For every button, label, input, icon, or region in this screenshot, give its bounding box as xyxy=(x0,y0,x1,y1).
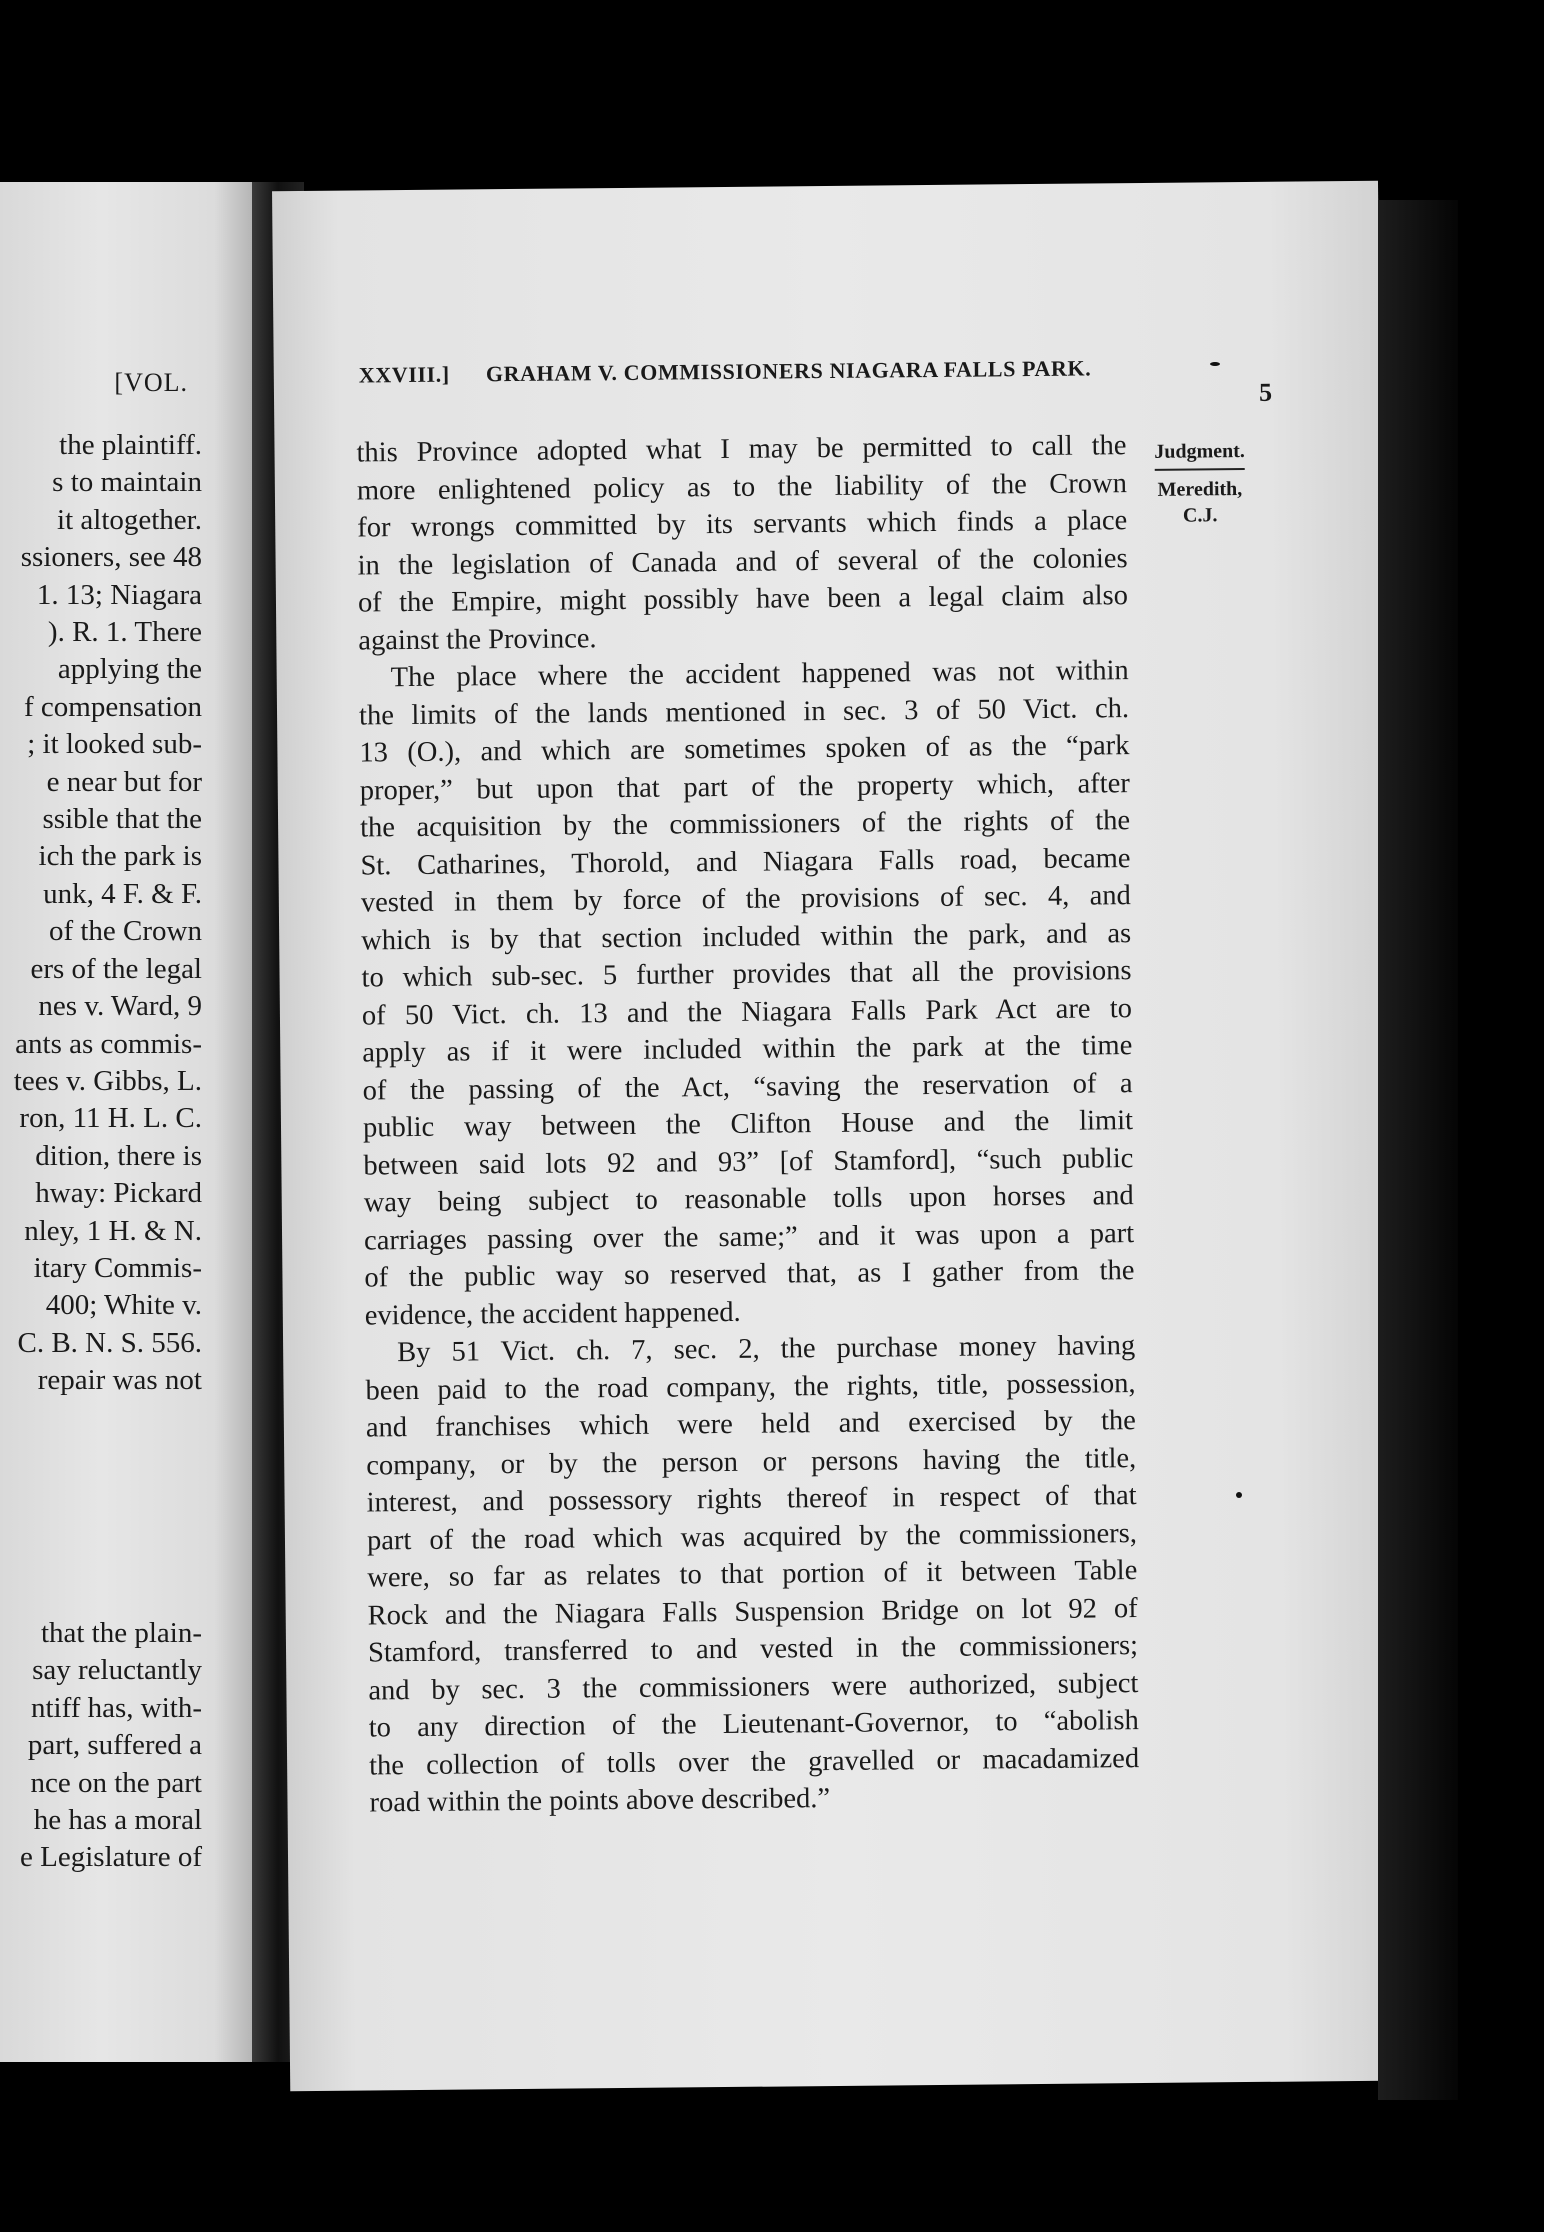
text-line: part of the road which was acquired by the commissioners, xyxy=(366,1517,1138,1556)
left-page-line: nce on the part xyxy=(30,1766,202,1799)
text-line: the collection of tolls over the gravelled or macadamized xyxy=(368,1742,1140,1781)
text-line: the limits of the lands mentioned in sec. 3 of 50 Vict. ch. xyxy=(358,692,1130,731)
left-page-line: 1. 13; Niagara xyxy=(36,578,202,611)
text-line: of 50 Vict. ch. 13 and the Niagara Falls Park Act are to xyxy=(361,992,1133,1031)
left-page-line: tees v. Gibbs, L. xyxy=(13,1064,202,1097)
left-page-line: itary Commis- xyxy=(33,1251,202,1284)
left-page-line: part, suffered a xyxy=(27,1729,202,1762)
left-page-line: of the Crown xyxy=(48,915,202,948)
facing-page-left xyxy=(0,182,252,2062)
left-page-line: dition, there is xyxy=(35,1139,202,1172)
left-page-line: ssioners, see 48 xyxy=(20,541,202,574)
binding-edge-right xyxy=(1378,200,1458,2100)
page-number: 5 xyxy=(1258,377,1273,407)
left-page-line: say reluctantly xyxy=(32,1654,202,1687)
text-line: and by sec. 3 the commissioners were authorized, subject xyxy=(368,1667,1139,1706)
left-page-line: ron, 11 H. L. C. xyxy=(19,1102,202,1135)
text-line: against the Province. xyxy=(358,622,597,656)
text-line: evidence, the accident happened. xyxy=(364,1296,741,1331)
text-line: Rock and the Niagara Falls Suspension Bridge on lot 92 of xyxy=(367,1592,1138,1631)
text-line: to which sub-sec. 5 further provides that all the provisions xyxy=(361,955,1132,994)
running-head-volume: XXVIII.] xyxy=(358,361,450,388)
left-page-line: ich the park is xyxy=(38,840,202,873)
text-line: road within the points above described.” xyxy=(369,1783,831,1819)
text-line: The place where the accident happened was not within xyxy=(390,655,1129,694)
left-page-line: 400; White v. xyxy=(45,1289,202,1322)
left-page-line: C. B. N. S. 556. xyxy=(17,1326,202,1359)
text-line: Stamford, transferred to and vested in the commissioners; xyxy=(367,1630,1139,1669)
dust-speck xyxy=(1236,1492,1242,1498)
left-page-line: he has a moral xyxy=(33,1804,202,1837)
text-line: of the public way so reserved that, as I gather from the xyxy=(364,1255,1135,1294)
text-line: way being subject to reasonable tolls upon horses and xyxy=(363,1180,1134,1219)
sidenote-rule xyxy=(1155,468,1245,471)
left-page-line: ntiff has, with- xyxy=(30,1691,202,1724)
left-page-line: hway: Pickard xyxy=(35,1177,202,1210)
sidenote-judgment-label: Judgment. xyxy=(1154,439,1245,463)
text-line: By 51 Vict. ch. 7, sec. 2, the purchase money having xyxy=(397,1330,1136,1369)
left-page-line: ssible that the xyxy=(42,803,202,836)
text-line: more enlightened policy as to the liability of the Crown xyxy=(356,467,1128,507)
left-page-line: that the plain- xyxy=(40,1617,202,1649)
left-page-line: ants as commis- xyxy=(15,1027,202,1060)
text-line: and franchises which were held and exercised by the xyxy=(365,1405,1137,1444)
text-line: public way between the Clifton House and the limit xyxy=(362,1105,1134,1144)
text-line: to any direction of the Lieutenant-Governor, to “abolish xyxy=(368,1705,1139,1744)
left-page-line: s to maintain xyxy=(52,466,202,499)
left-page-line: it altogether. xyxy=(57,503,202,536)
text-line: vested in them by force of the provisions of sec. 4, and xyxy=(360,880,1131,919)
left-page-line: applying the xyxy=(57,653,202,686)
left-page-line: repair was not xyxy=(37,1364,202,1397)
text-line: proper,” but upon that part of the property which, after xyxy=(359,767,1130,806)
text-line: interest, and possessory rights thereof in respect of that xyxy=(366,1480,1137,1519)
left-page-line: ers of the legal xyxy=(30,952,202,985)
text-line: for wrongs committed by its servants which finds a place xyxy=(357,505,1128,544)
text-line: carriages passing over the same;” and it was upon a part xyxy=(363,1217,1135,1256)
left-page-text-bottom xyxy=(20,1615,202,1877)
text-line: apply as if it were included within the park at the time xyxy=(362,1030,1133,1069)
text-line: 13 (O.), and which are sometimes spoken of as the “park xyxy=(359,730,1130,769)
left-page-line: unk, 4 F. & F. xyxy=(43,877,202,910)
left-page-line: e Legislature of xyxy=(20,1841,202,1874)
left-page-line: ). R. 1. There xyxy=(47,616,202,649)
text-line: which is by that section included within the park, and as xyxy=(361,917,1132,956)
text-line: of the passing of the Act, “saving the reservation of a xyxy=(362,1067,1133,1106)
paragraph xyxy=(365,1327,1140,1822)
running-head-title: GRAHAM V. COMMISSIONERS NIAGARA FALLS PARK. xyxy=(485,355,1092,387)
body-text xyxy=(356,427,1139,1822)
paragraph xyxy=(359,652,1135,1334)
left-page-line: the plaintiff. xyxy=(59,429,202,461)
left-page-line: f compensation xyxy=(24,690,202,723)
dust-speck xyxy=(1210,362,1220,366)
text-line: in the legislation of Canada and of several of the colonies xyxy=(357,542,1128,582)
text-line: this Province adopted what I may be permitted to call the xyxy=(356,430,1127,469)
left-page-header: [VOL. xyxy=(114,368,188,397)
main-page xyxy=(272,181,1396,2092)
sidenote-judge-name: Meredith, xyxy=(1157,478,1243,501)
text-line: were, so far as relates to that portion of it between Table xyxy=(367,1555,1138,1594)
text-line: been paid to the road company, the rights, title, possession, xyxy=(365,1367,1136,1406)
left-page-line: e near but for xyxy=(46,765,202,798)
left-page-text-top xyxy=(14,427,202,1400)
text-line: the acquisition by the commissioners of the rights of the xyxy=(359,805,1131,844)
running-head xyxy=(359,354,1259,389)
paragraph xyxy=(356,427,1128,659)
text-line: of the Empire, might possibly have been a legal claim also xyxy=(357,580,1129,619)
text-line: St. Catharines, Thorold, and Niagara Falls road, became xyxy=(360,842,1131,881)
text-line: between said lots 92 and 93” [of Stamford], “such public xyxy=(363,1142,1134,1181)
margin-sidenote xyxy=(1134,438,1265,529)
left-page-line: nley, 1 H. & N. xyxy=(24,1214,202,1247)
sidenote-judge-title: C.J. xyxy=(1182,504,1218,527)
left-page-line: nes v. Ward, 9 xyxy=(38,990,202,1023)
text-line: company, or by the person or persons having the title, xyxy=(366,1442,1137,1481)
left-page-line: ; it looked sub- xyxy=(27,728,202,761)
